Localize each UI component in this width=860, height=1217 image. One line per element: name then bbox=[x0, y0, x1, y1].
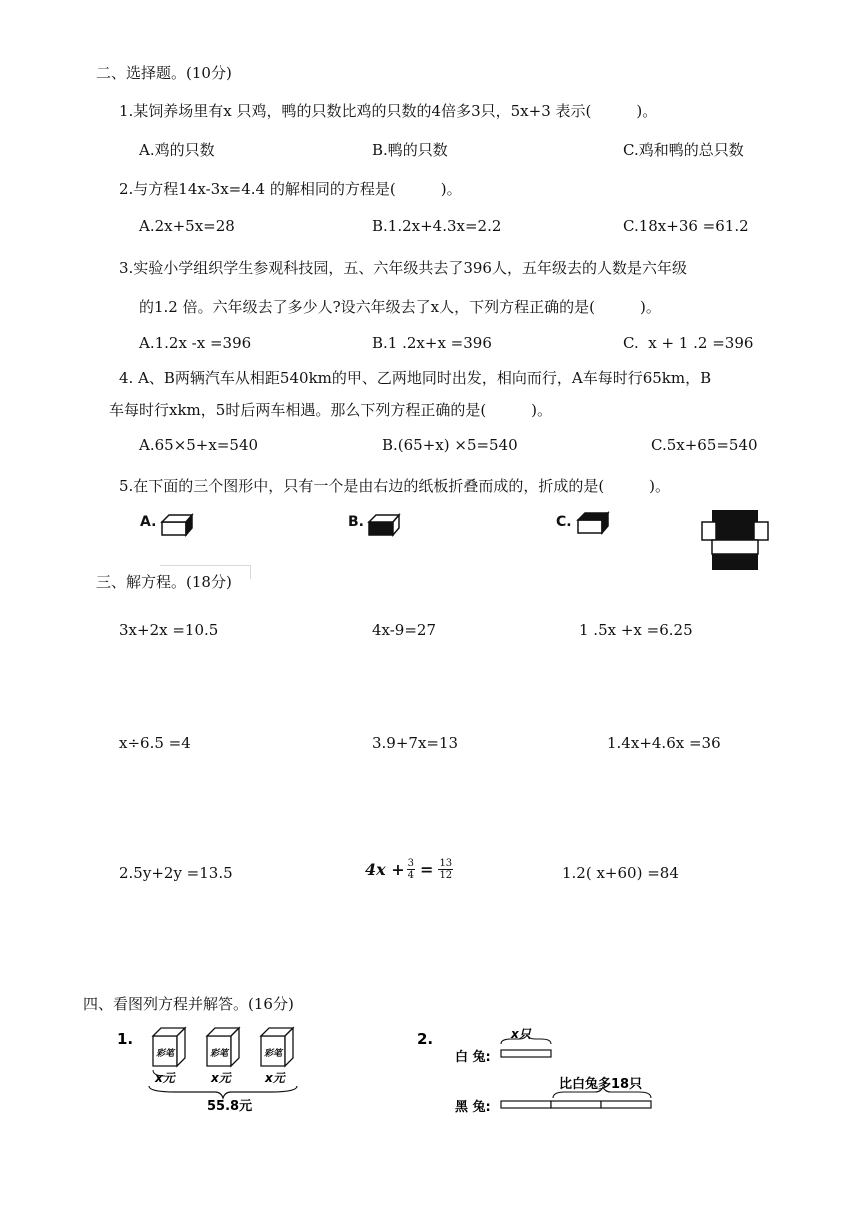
fraction-13-12 bbox=[438, 858, 453, 881]
equation-7: 2.5y+2y =13.5 bbox=[119, 864, 233, 882]
black-rabbit-bar-part-1 bbox=[501, 1101, 551, 1108]
q4-option-c: C.5x+65=540 bbox=[651, 436, 758, 454]
price-label-2: x元 bbox=[211, 1071, 231, 1085]
equation-6: 1.4x+4.6x =36 bbox=[607, 734, 721, 752]
cuboid-c-icon bbox=[576, 510, 610, 536]
fraction-3-4 bbox=[407, 858, 415, 881]
difference-label: 比白兔多18只 bbox=[559, 1077, 643, 1092]
equation-4: x÷6.5 =4 bbox=[119, 734, 191, 752]
question-4-line-2: 车每时行xkm，5时后两车相遇。那么下列方程正确的是( )。 bbox=[109, 401, 553, 419]
total-price-label: 55.8元 bbox=[207, 1099, 253, 1112]
pen-box-label: 彩笔 bbox=[264, 1049, 283, 1059]
white-rabbit-x-label: x只 bbox=[511, 1027, 531, 1041]
divider bbox=[160, 565, 250, 566]
q3-option-c: C. x + 1 .2 =396 bbox=[623, 334, 754, 352]
equation-9: 1.2( x+60) =84 bbox=[562, 864, 679, 882]
cuboid-net-figure bbox=[700, 508, 770, 572]
question-1: 1.某饲养场里有x 只鸡，鸭的只数比鸡的只数的4倍多3只，5x+3 表示( )。 bbox=[119, 102, 658, 120]
q5-option-b: B. bbox=[348, 514, 364, 530]
cuboid-b-icon bbox=[367, 512, 401, 538]
q2-option-c: C.18x+36 =61.2 bbox=[623, 217, 749, 235]
problem-1-figure bbox=[115, 1022, 315, 1112]
q4-option-b: B.(65+x) ×5=540 bbox=[382, 436, 518, 454]
fraction-numerator: 13 bbox=[439, 858, 453, 869]
equation-5: 3.9+7x=13 bbox=[372, 734, 459, 752]
q1-option-c: C.鸡和鸭的总只数 bbox=[623, 141, 744, 159]
pen-box-icon bbox=[261, 1028, 293, 1066]
pen-box-icon bbox=[153, 1028, 185, 1066]
pen-box-label: 彩笔 bbox=[210, 1049, 229, 1059]
q3-option-b: B.1 .2x+x =396 bbox=[372, 334, 492, 352]
white-rabbit-bar bbox=[501, 1050, 551, 1057]
q1-option-b: B.鸭的只数 bbox=[372, 141, 448, 159]
cuboid-a-icon bbox=[160, 512, 194, 538]
question-3-line-1: 3.实验小学组织学生参观科技园，五、六年级共去了396人，五年级去的人数是六年级 bbox=[119, 259, 687, 277]
price-label-3: x元 bbox=[265, 1071, 285, 1085]
fraction-numerator: 3 bbox=[407, 858, 415, 869]
price-label-1: x元 bbox=[155, 1071, 175, 1085]
fraction-eq-lhs: 4x + bbox=[365, 860, 405, 879]
fraction-denominator: 4 bbox=[407, 870, 415, 881]
pen-box-icon bbox=[207, 1028, 239, 1066]
q5-option-a: A. bbox=[140, 514, 157, 530]
divider-vertical bbox=[250, 565, 251, 579]
question-5: 5.在下面的三个图形中，只有一个是由右边的纸板折叠而成的，折成的是( )。 bbox=[119, 477, 671, 495]
black-rabbit-bar-part-2 bbox=[551, 1101, 601, 1108]
question-3-line-2: 的1.2 倍。六年级去了多少人?设六年级去了x人，下列方程正确的是( )。 bbox=[139, 298, 661, 316]
section-2-title: 二、选择题。(10分) bbox=[96, 64, 232, 82]
q5-option-c: C. bbox=[556, 514, 572, 530]
equation-8-fraction bbox=[365, 858, 455, 881]
problem-2-figure bbox=[415, 1022, 665, 1114]
question-2: 2.与方程14x-3x=4.4 的解相同的方程是( )。 bbox=[119, 180, 462, 198]
q4-option-a: A.65×5+x=540 bbox=[139, 436, 259, 454]
equation-1: 3x+2x =10.5 bbox=[119, 621, 219, 639]
problem-1-number: 1. bbox=[117, 1030, 134, 1048]
q1-option-a: A.鸡的只数 bbox=[139, 141, 215, 159]
question-4-line-1: 4. A、B两辆汽车从相距540km的甲、乙两地同时出发，相向而行，A车每时行65km，B bbox=[119, 369, 712, 387]
section-3-title: 三、解方程。(18分) bbox=[96, 573, 232, 591]
white-rabbit-label: 白 兔: bbox=[455, 1050, 491, 1065]
equation-2: 4x-9=27 bbox=[372, 621, 437, 639]
q3-option-a: A.1.2x -x =396 bbox=[139, 334, 252, 352]
black-rabbit-bar-part-3 bbox=[601, 1101, 651, 1108]
q2-option-b: B.1.2x+4.3x=2.2 bbox=[372, 217, 502, 235]
equation-3: 1 .5x +x =6.25 bbox=[579, 621, 693, 639]
q2-option-a: A.2x+5x=28 bbox=[139, 217, 235, 235]
fraction-denominator: 12 bbox=[439, 870, 453, 881]
fraction-eq-sign: = bbox=[420, 860, 434, 879]
section-4-title: 四、看图列方程并解答。(16分) bbox=[83, 995, 294, 1013]
black-rabbit-label: 黑 兔: bbox=[455, 1100, 491, 1114]
pen-box-label: 彩笔 bbox=[156, 1049, 175, 1059]
problem-2-number: 2. bbox=[417, 1030, 434, 1048]
